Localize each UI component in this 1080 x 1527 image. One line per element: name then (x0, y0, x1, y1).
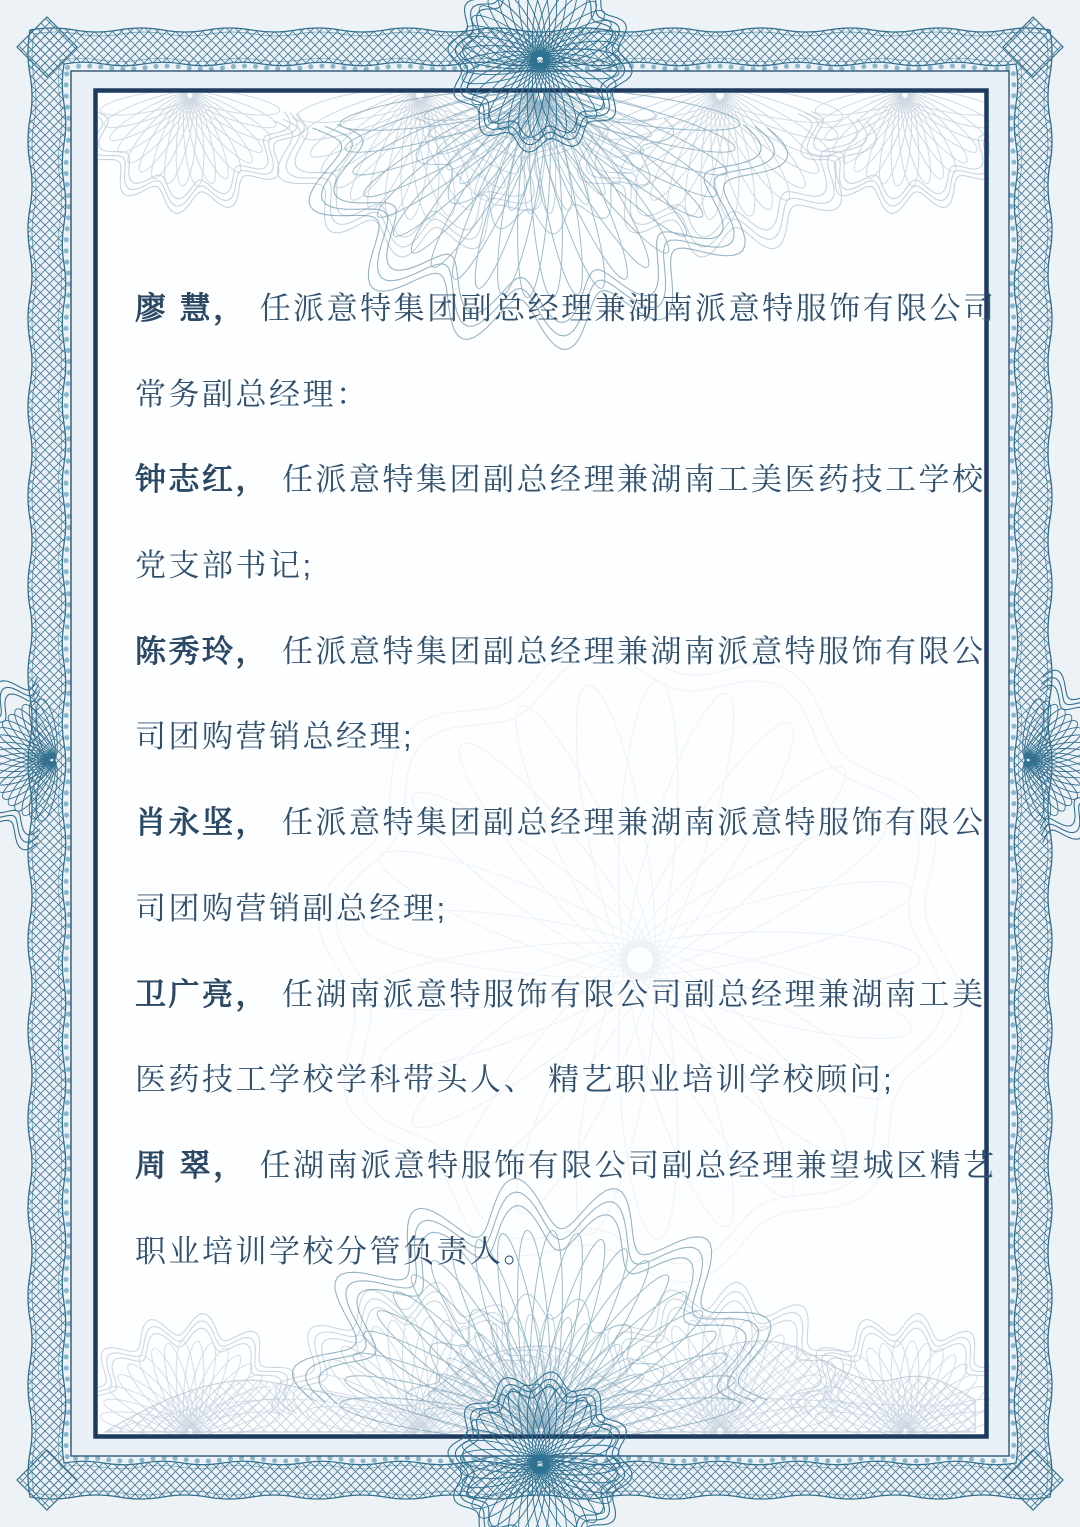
role-text: 任派意特集团副总经理兼湖南工美医药技工学校 (282, 462, 986, 498)
name-comma: ， (213, 1147, 247, 1183)
name-comma: ， (235, 633, 269, 669)
role-text: 任派意特集团副总经理兼湖南派意特服饰有限公 (282, 805, 986, 841)
role-text: 司团购营销副总经理; (135, 890, 448, 926)
appointment-line (135, 780, 986, 866)
person-name: 周 翠 (135, 1147, 214, 1183)
name-comma: ， (213, 291, 247, 326)
role-text: 党支部书记; (135, 548, 314, 584)
person-name: 廖 慧 (135, 291, 214, 326)
person-name: 陈秀玲 (135, 633, 236, 669)
appointment-entry (135, 609, 986, 780)
appointment-entry (135, 1123, 997, 1294)
appointment-line (135, 694, 965, 780)
role-text: 任派意特集团副总经理兼湖南派意特服饰有限公 (282, 633, 986, 669)
role-text: 任湖南派意特服饰有限公司副总经理兼湖南工美 (282, 976, 986, 1012)
appointment-line (135, 1209, 965, 1295)
appointment-entry (135, 780, 986, 951)
appointment-entry (135, 952, 986, 1123)
appointment-line (135, 523, 965, 609)
person-name: 卫广亮 (135, 976, 236, 1012)
name-comma: ， (235, 805, 269, 841)
appointment-line (135, 1123, 997, 1209)
appointment-entry (135, 437, 986, 608)
role-text: 医药技工学校学科带头人、 精艺职业培训学校顾问; (135, 1062, 895, 1098)
name-comma: ， (235, 976, 269, 1012)
name-comma: ， (235, 462, 269, 498)
appointment-line (135, 266, 997, 352)
person-name: 肖永坚 (135, 805, 236, 841)
role-text: 任湖南派意特服饰有限公司副总经理兼望城区精艺 (259, 1147, 997, 1183)
role-text: 司团购营销总经理; (135, 719, 415, 755)
appointment-line (135, 437, 986, 523)
appointment-line (135, 352, 965, 438)
role-text: 职业培训学校分管负责人。 (135, 1233, 537, 1269)
role-text: 常务副总经理： (135, 376, 370, 412)
appointment-text (135, 266, 997, 1294)
appointment-line (135, 866, 965, 952)
role-text: 任派意特集团副总经理兼湖南派意特服饰有限公司 (259, 291, 997, 326)
appointment-entry (135, 266, 997, 437)
appointment-line (135, 1037, 965, 1123)
appointment-line (135, 609, 986, 695)
appointment-line (135, 952, 986, 1038)
person-name: 钟志红 (135, 462, 236, 498)
